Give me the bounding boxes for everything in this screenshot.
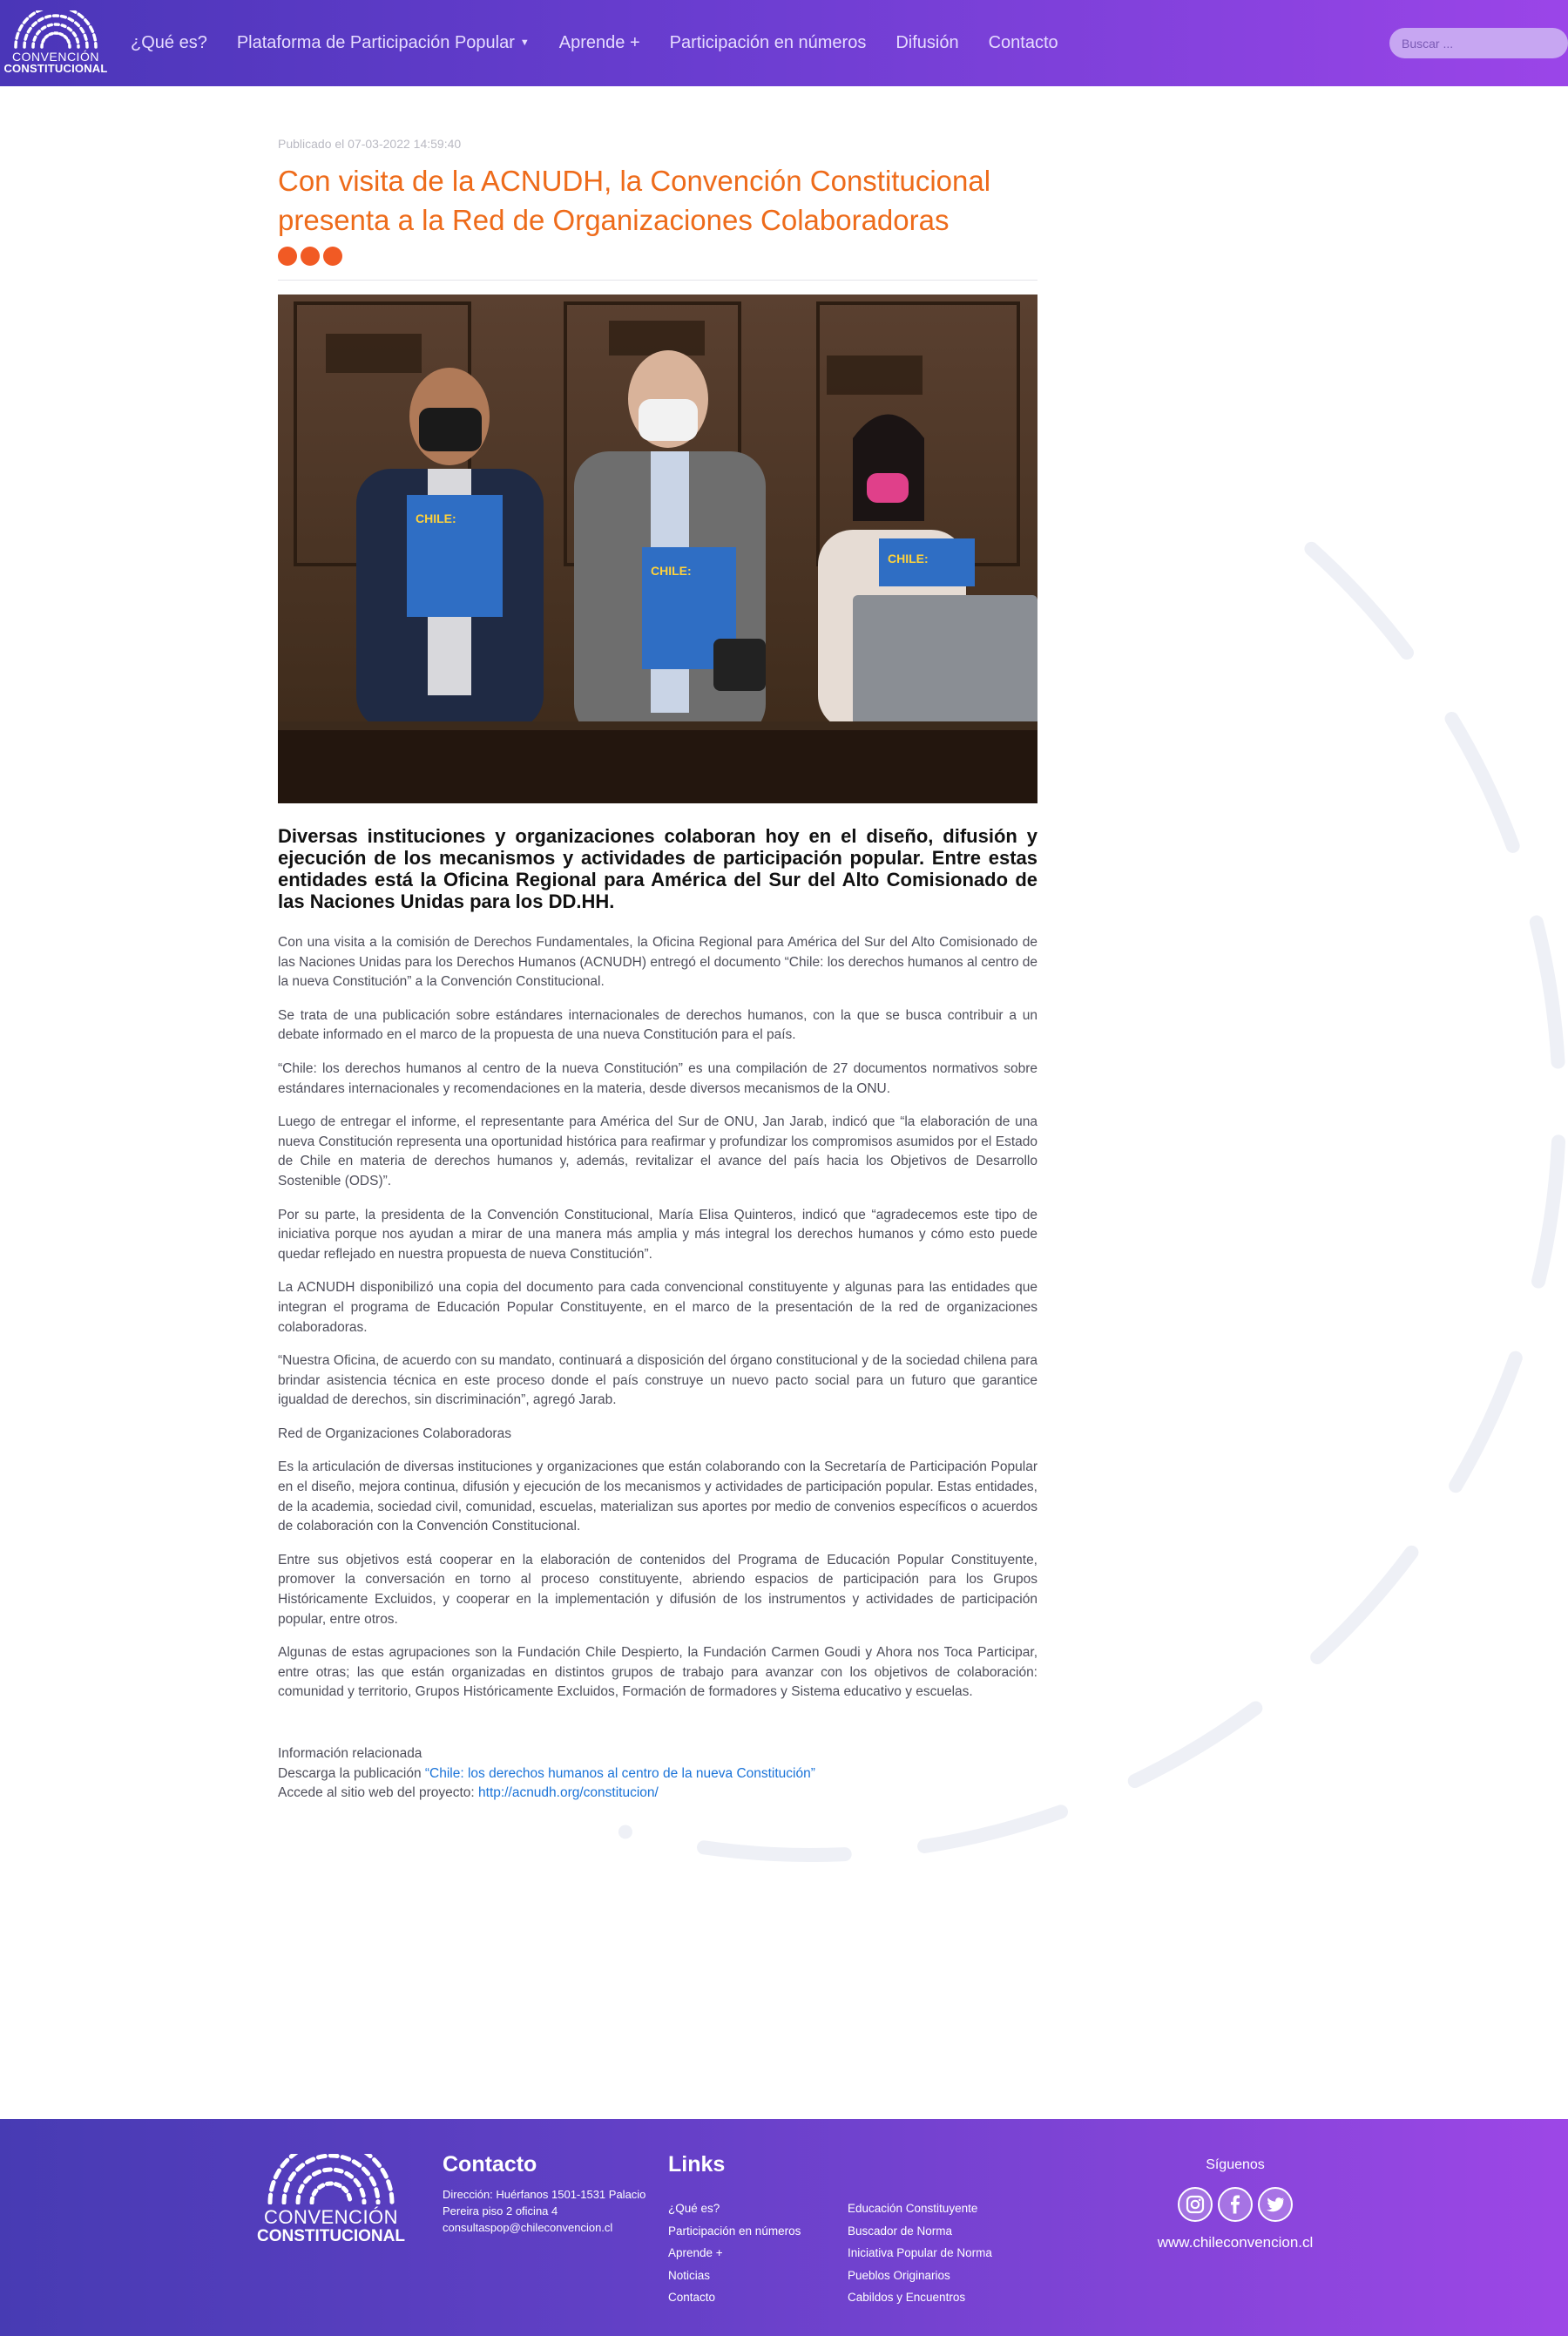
footer-link[interactable]: Noticias [668, 2268, 711, 2282]
related-heading: Información relacionada [278, 1746, 422, 1761]
nav-que-es[interactable]: ¿Qué es? [131, 33, 207, 52]
footer-links-col2 [848, 2197, 992, 2309]
related-info [278, 1744, 1037, 1804]
nav-difusion[interactable]: Difusión [896, 33, 959, 52]
facebook-icon[interactable] [1218, 2187, 1253, 2222]
footer-link[interactable]: Contacto [668, 2291, 716, 2304]
footer-email[interactable]: consultaspop@chileconvencion.cl [443, 2221, 613, 2234]
article-paragraph: Es la articulación de diversas instituciones y organizaciones que están colaborando con la Secretaría de Participación Popular en el diseño, mejora continua, difusión y ejecución de los mecanismos y actividades de participación popular. Estas entidades, de la academia, sociedad civil, comunidad, escuelas, materializan sus aportes por medio de convenios específicos o acuerdos de colaboración con la Convención Constitucional. [278, 1459, 1037, 1534]
published-date: Publicado el 07-03-2022 14:59:40 [278, 137, 462, 151]
nav-aprende[interactable]: Aprende + [558, 33, 640, 52]
footer-link[interactable]: Aprende + [668, 2246, 723, 2259]
footer-social-heading: Síguenos [1206, 2157, 1265, 2172]
related-site-line [278, 1784, 1037, 1804]
article-photo [278, 295, 1037, 803]
book-cover-title: CHILE: [416, 511, 456, 525]
article-paragraph: Luego de entregar el informe, el representante para América del Sur de ONU, Jan Jarab, indicó que “la elaboración de una nueva Constitución representa una oportunidad histórica para reafirmar y profundizar los compromisos asumidos por el Estado de Chile en materia de derechos humanos y, además, revitalizar el avance del país hacia los Objetivos de Desarrollo Sostenible (ODS)”. [278, 1114, 1037, 1188]
twitter-icon[interactable] [1258, 2187, 1293, 2222]
site-prefix: Accede al sitio web del proyecto: [278, 1785, 479, 1801]
article-body [278, 933, 1037, 1703]
footer-link[interactable]: Participación en números [668, 2224, 801, 2238]
article-title: Con visita de la ACNUDH, la Convención Constitucional presenta a la Red de Organizaciones Colaboradoras [278, 165, 991, 236]
footer-link[interactable]: ¿Qué es? [668, 2202, 720, 2215]
logo-arcs-icon [263, 2154, 399, 2204]
social-icons [1148, 2187, 1322, 2222]
article-paragraph: La ACNUDH disponibilizó una copia del documento para cada convencional constituyente y algunas para las entidades que integran el programa de Educación Popular Constituyente, en el marco de la presentación de la red de organizaciones colaboradoras. [278, 1280, 1037, 1335]
book-cover-title: CHILE: [888, 552, 929, 565]
site-logo[interactable] [3, 10, 108, 77]
article-subheading: Red de Organizaciones Colaboradoras [278, 1425, 511, 1441]
main-nav [131, 0, 1088, 86]
title-dots [278, 247, 1037, 267]
logo-text-line1: CONVENCIÓN [12, 50, 99, 64]
photo-illustration [278, 295, 1037, 803]
article-paragraph: Con una visita a la comisión de Derechos Fundamentales, la Oficina Regional para América del Sur del Alto Comisionado de las Naciones Unidas para los Derechos Humanos (ACNUDH) entregó el documento “Chile: los derechos humanos al centro de la nueva Constitución” a la Convención Constitucional. [278, 935, 1037, 990]
nav-participacion-numeros[interactable]: Participación en números [669, 33, 867, 52]
footer-contact [443, 2152, 645, 2236]
footer-links-col1 [668, 2197, 801, 2309]
related-download-line [278, 1764, 1037, 1784]
footer-links [668, 2152, 992, 2304]
logo-arcs-icon [9, 10, 103, 49]
logo-text-line2: CONSTITUCIONAL [257, 2227, 405, 2245]
logo-text-line2: CONSTITUCIONAL [3, 62, 108, 75]
instagram-icon[interactable] [1178, 2187, 1213, 2222]
article-paragraph: Entre sus objetivos está cooperar en la elaboración de contenidos del Programa de Educación Popular Constituyente, promover la conversación en torno al proceso constituyente, abriendo espacios de participación para los Grupos Históricamente Excluidos, y cooperar en la implementación y difusión de los instrumentos y actividades de participación popular, entre otros. [278, 1552, 1037, 1627]
article-paragraph: “Nuestra Oficina, de acuerdo con su mandato, continuará a disposición del órgano constitucional y de la sociedad chilena para brindar asistencia técnica en este proceso donde el país construye un nuevo pacto social para un futuro que garantice igualdad de derechos, sin discriminación”, agregó Jarab. [278, 1353, 1037, 1408]
article [278, 137, 1037, 1804]
footer-social [1148, 2157, 1322, 2251]
footer-link[interactable]: Buscador de Norma [848, 2224, 953, 2238]
footer-logo[interactable] [257, 2154, 405, 2245]
nav-plataforma-label: Plataforma de Participación Popular [236, 33, 515, 52]
download-prefix: Descarga la publicación [278, 1765, 425, 1781]
footer-link[interactable]: Educación Constituyente [848, 2202, 978, 2215]
footer-link[interactable]: Cabildos y Encuentros [848, 2291, 966, 2304]
divider [278, 280, 1037, 281]
footer-address-line: Pereira piso 2 oficina 4 [443, 2204, 558, 2218]
footer-link[interactable]: Pueblos Originarios [848, 2268, 950, 2282]
logo-text-line1: CONVENCIÓN [263, 2206, 399, 2228]
footer-contact-heading: Contacto [443, 2152, 537, 2177]
footer-links-heading: Links [668, 2152, 726, 2177]
footer-link[interactable]: Iniciativa Popular de Norma [848, 2246, 992, 2259]
search-input[interactable] [1389, 28, 1568, 58]
project-site-link[interactable]: http://acnudh.org/constitucion/ [478, 1785, 659, 1801]
article-paragraph: Por su parte, la presidenta de la Convención Constitucional, María Elisa Quinteros, indicó que “agradecemos este tipo de iniciativa porque nos ayudan a mirar de una manera más amplia y más integral los derechos humanos y cómo esto puede quedar reflejado en nuestra propuesta de nueva Constitución”. [278, 1207, 1037, 1262]
top-navbar [0, 0, 1568, 86]
article-lead: Diversas instituciones y organizaciones colaboran hoy en el diseño, difusión y ejecución de los mecanismos y actividades de participación popular. Entre estas entidades está la Oficina Regional para América del Sur del Alto Comisionado de las Naciones Unidas para los DD.HH. [278, 825, 1037, 912]
book-cover-title: CHILE: [651, 564, 692, 578]
dot-icon [278, 247, 297, 266]
site-footer [0, 2119, 1568, 2336]
article-paragraph: Se trata de una publicación sobre estándares internacionales de derechos humanos, con la que se busca contribuir a un debate informado en el marco de la propuesta de una nueva Constitución para el país. [278, 1007, 1037, 1043]
download-publication-link[interactable]: “Chile: los derechos humanos al centro de la nueva Constitución” [424, 1765, 815, 1781]
article-paragraph: “Chile: los derechos humanos al centro de la nueva Constitución” es una compilación de 27 documentos normativos sobre estándares internacionales y recomendaciones en la materia, desde diversos mecanismos de la ONU. [278, 1060, 1037, 1096]
article-paragraph: Algunas de estas agrupaciones son la Fundación Chile Despierto, la Fundación Carmen Goudi y Ahora nos Toca Participar, entre otras; las que están organizadas en distintos grupos de trabajo para avanzar con los objetivos de colaboración: comunidad y territorio, Grupos Históricamente Excluidos, Formación de formadores y Sistema educativo y escuelas. [278, 1645, 1037, 1700]
dot-icon [301, 247, 320, 266]
caret-down-icon: ▼ [519, 37, 530, 48]
dot-icon [323, 247, 342, 266]
nav-contacto[interactable]: Contacto [988, 33, 1058, 52]
footer-address-line: Dirección: Huérfanos 1501-1531 Palacio [443, 2188, 646, 2201]
footer-website[interactable]: www.chileconvencion.cl [1157, 2234, 1314, 2251]
nav-plataforma-dropdown[interactable] [237, 33, 530, 53]
